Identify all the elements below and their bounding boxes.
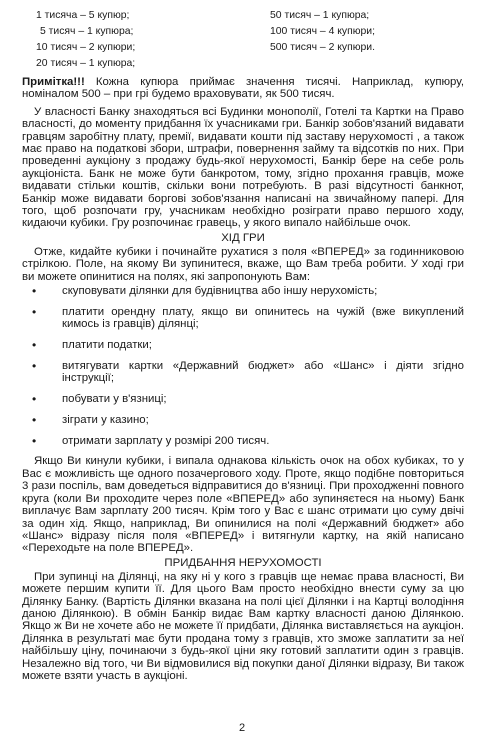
move-heading: ХІД ГРИ <box>221 231 265 244</box>
denomination-item: 50 тисяч – 1 купюра; <box>270 10 370 21</box>
list-item: • витягувати картки «Державний бюджет» або «Шанс» і діяти згідно інструкції; <box>22 360 464 385</box>
denomination-item: 100 тисяч – 4 купюри; <box>270 26 375 37</box>
denomination-column-left <box>36 8 250 72</box>
list-item: • платити орендну плату, якщо ви опинитесь на чужій (вже викуплений кимось із гравців) ділянці; <box>22 306 464 331</box>
property-paragraph: При зупинці на Ділянці, на яку ні у кого з гравців ще немає права власності, Ви можете першим купити її. Для цього Вам просто необхідно внести суму за цю Ділянку Банку. (Вартість Ділянки вказана на полі цієї Ділянки і на Картці володіння даною Ділянкою). В обмін Банкір видає Вам картку власності даною Ділянкою. Якщо ж Ви не хочете або не можете її придбати, Ділянка виставляється на аукціон. Ділянка в результаті має бути продана тому з гравців, хто зможе заплатити за неї найбільшу ціну, починаючи з будь-якої ціни яку готовий заплатити один з гравців. Незалежно від того, чи Ви відмовилися від покупки даної Ділянки відразу, Ви також можете взяти участь в аукціоні. <box>22 570 464 682</box>
denomination-item: 5 тисяч – 1 купюра; <box>40 26 134 37</box>
list-item: • платити податки; <box>22 339 464 351</box>
note-text: Кожна купюра приймає значення тисячі. Наприклад, купюру, номіналом 500 – при грі будемо враховувати, як 500 тисяч. <box>22 76 464 101</box>
doubles-paragraph: Якщо Ви кинули кубики, і випала однакова кількість очок на обох кубиках, то у Вас є можливість ще одного позачергового ходу. Проте, якщо подібне повториться 3 рази поспіль, вам доведеться відправитися до в'язниці. При проходженні повного круга (коли Ви проходите через поле «ВПЕРЕД» або зупиняєтеся на ньому) Банк виплачує Вам зарплату 200 тисяч. Крім того у Вас є шанс отримати цю суму двічі за один хід. Якщо, наприклад, Ви опинилися на полі «Державний бюджет» або «Шанс» відразу після поля «ВПЕРЕД» і витягнули картку, на якій написано «Переходьте на поле ВПЕРЕД». <box>22 455 464 555</box>
intro-paragraph: У власності Банку знаходяться всі Будинки монополії, Готелі та Картки на Право власності, до моменту придбання їх учасниками гри. Банкір зобов'язаний видавати гравцям заробітну плату, премії, видавати кошти під заставу нерухомості , а також має право на податкові збори, штрафи, повернення займу та відсотків по них. При проведенні аукціону з продажу будь-якої нерухомості, Банкір бере на себе роль аукціоніста. Банк не може бути банкротом, тому, згідно прохання гравців, може видавати стільки коштів, скільки вони потребують. В разі відсутності банкнот, Банкір може видавати боргові зобов'язання написані на звичайному папері. Для того, щоб розпочати гру, учасникам необхідно розіграти право першого ходу, кидаючи кубики. Гру розпочинає гравець, у якого випало найбільше очок. <box>22 105 464 230</box>
denomination-list <box>36 8 464 72</box>
page-number: 2 <box>238 722 246 734</box>
denomination-item: 10 тисяч – 2 купюри; <box>36 42 136 53</box>
list-item: • зіграти у казино; <box>22 414 464 426</box>
list-item: • отримати зарплату у розмірі 200 тисяч. <box>22 435 464 447</box>
property-heading: ПРИДБАННЯ НЕРУХОМОСТІ <box>164 556 322 569</box>
list-item: • скуповувати ділянки для будівництва або іншу нерухомість; <box>22 285 464 297</box>
denomination-column-right <box>250 8 464 72</box>
denomination-item: 1 тисяча – 5 купюр; <box>36 10 130 21</box>
move-paragraph: Отже, кидайте кубики і починайте рухатися з поля «ВПЕРЕД» за годинниковою стрілкою. Поле, на якому Ви зупинитеся, вкаже, що Вам треба робити. У ході гри ви можете опинитися на полях, які запропонують Вам: <box>22 245 464 283</box>
list-item: • побувати у в'язниці; <box>22 393 464 405</box>
note-label: Примітка!!! <box>22 76 85 88</box>
options-list <box>22 285 464 447</box>
denomination-item: 20 тисяч – 1 купюра; <box>36 58 136 69</box>
note-paragraph <box>22 76 464 101</box>
denomination-item: 500 тисяч – 2 купюри. <box>270 42 375 53</box>
